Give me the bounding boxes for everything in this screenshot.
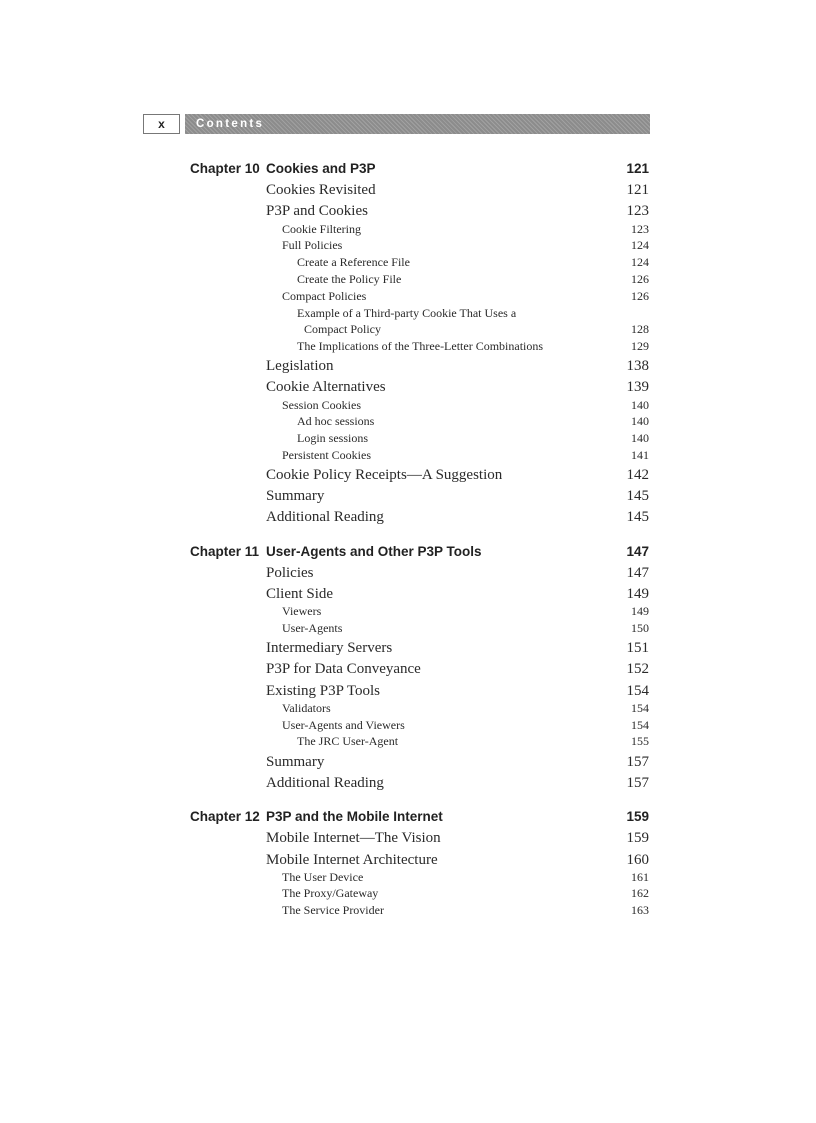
entry-page-number: 162	[631, 886, 649, 900]
entry-title: Create the Policy File	[297, 272, 402, 286]
entry-title: Validators	[282, 701, 331, 715]
entry-page-number: 147	[626, 565, 649, 581]
entry-page-number: 141	[631, 448, 649, 462]
entry-page-number: 121	[626, 161, 649, 176]
entry-page-number: 160	[626, 852, 649, 868]
entry-page-number: 163	[631, 903, 649, 917]
entry-title: Cookie Alternatives	[266, 379, 386, 395]
entry-title: User-Agents and Viewers	[282, 718, 405, 732]
entry-page-number: 161	[631, 870, 649, 884]
entry-title: Mobile Internet—The Vision	[266, 830, 441, 846]
entry-title: P3P for Data Conveyance	[266, 661, 421, 677]
entry-page-number: 149	[631, 604, 649, 618]
entry-title: Compact Policies	[282, 289, 367, 303]
entry-page-number: 154	[626, 683, 649, 699]
entry-page-number: 124	[631, 255, 649, 269]
entry-title: The JRC User-Agent	[297, 734, 399, 748]
header-bar	[185, 114, 650, 134]
entry-page-number: 159	[626, 809, 649, 824]
entry-page-number: 140	[631, 431, 649, 445]
entry-title: Additional Reading	[266, 509, 384, 525]
entry-title: The Proxy/Gateway	[282, 886, 379, 900]
entry-page-number: 142	[626, 467, 649, 483]
entry-page-number: 126	[631, 289, 649, 303]
entry-page-number: 123	[631, 222, 649, 236]
entry-page-number: 149	[626, 586, 649, 602]
entry-title: Persistent Cookies	[282, 448, 371, 462]
entry-title: The User Device	[282, 870, 364, 884]
entry-page-number: 124	[631, 238, 649, 252]
entry-title: Cookie Filtering	[282, 222, 361, 236]
entry-title: Cookies and P3P	[266, 161, 376, 176]
entry-title: Policies	[266, 565, 314, 581]
entry-page-number: 139	[626, 379, 649, 395]
entry-title: Ad hoc sessions	[297, 414, 375, 428]
entry-page-number: 155	[631, 734, 649, 748]
entry-title: Mobile Internet Architecture	[266, 852, 438, 868]
entry-page-number: 152	[626, 661, 649, 677]
entry-page-number: 159	[626, 830, 649, 846]
entry-title: Additional Reading	[266, 775, 384, 791]
entry-title: Login sessions	[297, 431, 369, 445]
entry-page-number: 128	[631, 322, 649, 336]
entry-title: P3P and the Mobile Internet	[266, 809, 443, 824]
entry-title: User-Agents and Other P3P Tools	[266, 544, 482, 559]
entry-title: The Implications of the Three-Letter Combinations	[297, 339, 544, 353]
entry-title: Session Cookies	[282, 398, 362, 412]
entry-page-number: 140	[631, 414, 649, 428]
entry-page-number: 147	[626, 544, 649, 559]
chapter-label: Chapter 11	[190, 544, 260, 559]
entry-title: Cookies Revisited	[266, 182, 376, 198]
entry-page-number: 145	[626, 488, 649, 504]
running-header	[143, 114, 650, 136]
entry-title: Existing P3P Tools	[266, 683, 380, 699]
entry-page-number: 140	[631, 398, 649, 412]
entry-page-number: 154	[631, 701, 649, 715]
entry-title: Summary	[266, 488, 325, 504]
entry-page-number: 154	[631, 718, 649, 732]
entry-page-number: 151	[626, 640, 649, 656]
entry-title: Client Side	[266, 586, 334, 602]
entry-page-number: 138	[626, 358, 649, 374]
chapter-label: Chapter 10	[190, 161, 260, 176]
entry-page-number: 157	[626, 754, 649, 770]
entry-page-number: 150	[631, 621, 649, 635]
entry-title: Create a Reference File	[297, 255, 410, 269]
entry-title: P3P and Cookies	[266, 203, 368, 219]
header-title: Contents	[196, 118, 265, 130]
entry-title: Full Policies	[282, 238, 343, 252]
entry-page-number: 145	[626, 509, 649, 525]
entry-page-number: 157	[626, 775, 649, 791]
entry-title: The Service Provider	[282, 903, 384, 917]
entry-title: Cookie Policy Receipts—A Suggestion	[266, 467, 503, 483]
entry-title: Summary	[266, 754, 325, 770]
entry-title: Legislation	[266, 358, 334, 374]
entry-title: Compact Policy	[304, 322, 381, 336]
chapter-label: Chapter 12	[190, 809, 260, 824]
page-number-box: x	[143, 114, 180, 134]
entry-page-number: 123	[626, 203, 649, 219]
entry-title: Viewers	[282, 604, 322, 618]
entry-page-number: 121	[626, 182, 649, 198]
entry-title: Example of a Third-party Cookie That Uses a	[297, 306, 517, 320]
entry-page-number: 129	[631, 339, 649, 353]
entry-title: User-Agents	[282, 621, 343, 635]
entry-title: Intermediary Servers	[266, 640, 393, 656]
entry-page-number: 126	[631, 272, 649, 286]
